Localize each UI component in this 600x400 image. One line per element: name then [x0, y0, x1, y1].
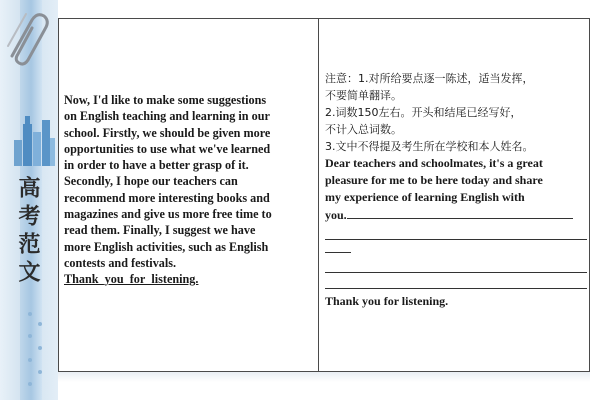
sidebar-strip [0, 0, 58, 400]
essay-line: school. Firstly, we should be given more [64, 125, 271, 140]
essay-line: recommend more interesting books and [64, 190, 270, 205]
essay-line: opportunities to use what we've learned [64, 141, 271, 156]
essay-line: read them. Finally, I suggest we have [64, 223, 256, 238]
essay-line: magazines and give us more free time to [64, 207, 272, 222]
essay-line: in order to have a better grasp of it. [64, 158, 249, 173]
sidebar-title: 高考范文 [15, 176, 40, 288]
model-essay [64, 92, 312, 288]
essay-closing: Thank_you_for_listening. [64, 272, 199, 287]
opening-line: pleasure for me to be here today and share [325, 173, 543, 187]
instruction-line: 2.词数150左右。开头和结尾已经写好， [325, 106, 522, 119]
answer-blank[interactable] [325, 273, 587, 289]
essay-line: on English teaching and learning in our [64, 109, 270, 124]
essay-line: Secondly, I hope our teachers can [64, 174, 238, 189]
opening-last-word: you. [325, 208, 347, 222]
answer-blank[interactable] [347, 206, 573, 219]
paperclip-icon [2, 6, 52, 72]
answer-blank[interactable] [325, 240, 351, 253]
instruction-line: 注意：1.对所给要点逐一陈述，适当发挥， [325, 72, 534, 85]
instruction-line: 3.文中不得提及考生所在学校和本人姓名。 [325, 140, 534, 153]
notes-closing: Thank you for listening. [325, 294, 449, 308]
opening-last-line [325, 206, 587, 224]
decorative-dots [22, 306, 48, 396]
essay-line: contests and festivals. [64, 255, 177, 270]
essay-line: Now, I'd like to make some suggestions [64, 93, 267, 107]
answer-blank[interactable] [325, 257, 587, 273]
opening-line: my experience of learning English with [325, 190, 525, 204]
instruction-line: 不计入总词数。 [325, 123, 402, 136]
frame-shadow [58, 372, 590, 382]
city-skyline-icon [10, 110, 56, 166]
answer-blank[interactable] [325, 224, 587, 240]
essay-line: more English activities, such as English [64, 239, 269, 254]
column-divider [318, 18, 319, 372]
writing-notes [325, 70, 587, 310]
instruction-line: 不要简单翻译。 [325, 89, 402, 102]
opening-line: Dear teachers and schoolmates, it's a great [325, 156, 543, 170]
